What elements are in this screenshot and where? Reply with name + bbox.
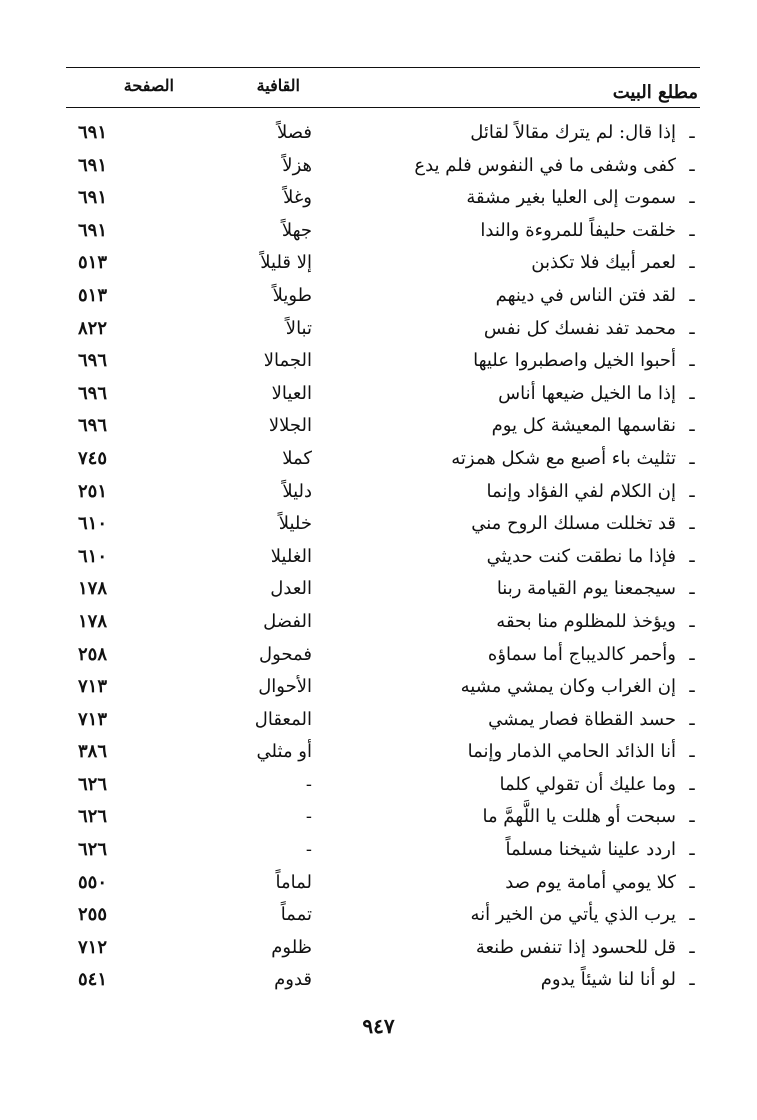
table-row — [66, 737, 700, 770]
page-ref: ٢٥١ — [78, 480, 108, 502]
dash-marker: ـ — [689, 773, 695, 795]
verse-text: اردد علينا شيخنا مسلماً — [505, 839, 676, 861]
verse-text: وما عليك أن تقولي كلما — [499, 773, 676, 795]
verse-text: كفى وشفى ما في النفوس فلم يدع — [414, 154, 676, 176]
table-row — [66, 216, 700, 249]
page-ref: ٦١٠ — [78, 545, 108, 567]
page-ref: ١٧٨ — [78, 610, 108, 632]
dash-marker: ـ — [689, 350, 695, 372]
dash-marker: ـ — [689, 154, 695, 176]
rhyme: خليلاً — [278, 513, 312, 535]
page-ref: ٧١٢ — [78, 936, 108, 958]
header-verse-opening: مطلع البيت — [612, 82, 698, 103]
page-ref: ٦٩٦ — [78, 415, 108, 437]
rhyme: فمحول — [258, 643, 312, 665]
dash-marker: ـ — [689, 839, 695, 861]
verse-text: إذا قال: لم يترك مقالاً لقائل — [470, 122, 676, 143]
table-row — [66, 900, 700, 933]
verse-opening — [461, 675, 700, 699]
table-row — [66, 509, 700, 542]
dash-marker: ـ — [689, 578, 695, 600]
header-bottom-rule — [66, 107, 700, 108]
verse-opening — [484, 317, 700, 341]
table-row — [66, 607, 700, 640]
page-ref: ٧١٣ — [78, 708, 108, 730]
dash-marker: ـ — [689, 480, 695, 502]
dash-marker: ـ — [689, 545, 695, 567]
table-row — [66, 802, 700, 835]
rhyme: قدوم — [274, 969, 312, 991]
verse-text: ويؤخذ للمظلوم منا بحقه — [496, 610, 676, 632]
verse-text: قل للحسود إذا تنفس طنعة — [475, 936, 676, 958]
verse-text: حسد القطاة فصار يمشي — [488, 708, 676, 730]
rhyme: طويلاً — [272, 284, 312, 306]
table-row — [66, 346, 700, 379]
verse-opening — [486, 480, 700, 504]
verse-opening — [497, 577, 700, 601]
index-table — [66, 118, 700, 998]
page-ref: ٥١٣ — [78, 284, 108, 306]
rhyme: لماماً — [275, 871, 312, 893]
dash-marker: ـ — [689, 643, 695, 665]
verse-text: يرب الذي يأتي من الخير أنه — [470, 904, 676, 926]
page-ref: ٧١٣ — [78, 676, 108, 698]
verse-opening — [471, 512, 700, 536]
rhyme: تبالاً — [285, 317, 312, 339]
dash-marker: ـ — [689, 871, 695, 893]
verse-text: لعمر أبيك فلا تكذبن — [531, 252, 676, 274]
header-rhyme: القافية — [256, 76, 300, 95]
rhyme: العيالا — [271, 382, 312, 404]
page-ref: ١٧٨ — [78, 578, 108, 600]
verse-opening — [496, 284, 700, 308]
page-ref: ٦٩١ — [78, 219, 108, 241]
page-ref: ٦٢٦ — [78, 773, 108, 795]
verse-opening — [471, 903, 701, 927]
rhyme: - — [305, 839, 312, 861]
dash-marker: ـ — [689, 284, 695, 306]
rhyme: الجلالا — [268, 415, 312, 437]
verse-opening — [473, 349, 700, 373]
verse-opening — [482, 805, 700, 829]
dash-marker: ـ — [689, 904, 695, 926]
page-ref: ٦٢٦ — [78, 806, 108, 828]
rhyme: - — [305, 806, 312, 828]
table-row — [66, 868, 700, 901]
rhyme: تمماً — [280, 904, 312, 926]
table-row — [66, 248, 700, 281]
dash-marker: ـ — [689, 415, 695, 437]
dash-marker: ـ — [689, 317, 695, 339]
rhyme: الفضل — [263, 610, 312, 632]
rhyme: ظلوم — [271, 936, 312, 958]
verse-opening — [414, 154, 700, 178]
verse-text: لو أنا لنا شيئاً يدوم — [540, 969, 676, 991]
verse-opening — [466, 186, 700, 210]
verse-text: إن الغراب وكان يمشي مشيه — [460, 676, 676, 698]
verse-opening — [541, 968, 700, 992]
dash-marker: ـ — [689, 610, 695, 632]
page-ref: ٦٢٦ — [78, 839, 108, 861]
verse-opening — [480, 219, 700, 243]
verse-opening — [499, 773, 700, 797]
dash-marker: ـ — [689, 382, 695, 404]
verse-opening — [487, 545, 700, 569]
table-row — [66, 574, 700, 607]
verse-text: كلا يومي أمامة يوم صد — [505, 871, 676, 893]
table-row — [66, 444, 700, 477]
verse-text: فإذا ما نطقت كنت حديثي — [486, 545, 676, 567]
rhyme: وغلاً — [283, 187, 312, 209]
dash-marker: ـ — [689, 122, 695, 143]
dash-marker: ـ — [689, 806, 695, 828]
rhyme: - — [305, 773, 312, 795]
table-row — [66, 183, 700, 216]
page-ref: ٨٢٢ — [78, 317, 108, 339]
table-row — [66, 835, 700, 868]
header-top-rule — [66, 67, 700, 68]
verse-opening — [476, 936, 700, 960]
verse-text: محمد تفد نفسك كل نفس — [483, 317, 676, 339]
page-ref: ٦٩١ — [78, 154, 108, 176]
rhyme: أو مثلي — [256, 741, 312, 763]
dash-marker: ـ — [689, 741, 695, 763]
page-ref: ٦٩٦ — [78, 382, 108, 404]
rhyme: إلا قليلاً — [260, 252, 312, 274]
table-row — [66, 411, 700, 444]
verse-text: تثليث باء أصبع مع شكل همزته — [451, 447, 676, 469]
verse-opening — [505, 871, 700, 895]
table-row — [66, 314, 700, 347]
table-row — [66, 965, 700, 998]
verse-text: أحبوا الخيل واصطبروا عليها — [473, 350, 676, 372]
rhyme: دليلاً — [282, 480, 312, 502]
verse-opening — [498, 382, 700, 406]
page-ref: ٦٩١ — [78, 122, 108, 143]
table-row — [66, 151, 700, 184]
page-ref: ٥٥٠ — [78, 871, 108, 893]
header-page: الصفحة — [123, 76, 174, 95]
verse-text: نقاسمها المعيشة كل يوم — [491, 415, 676, 437]
rhyme: جهلاً — [281, 219, 312, 241]
verse-opening — [531, 251, 700, 275]
verse-opening — [492, 414, 700, 438]
table-row — [66, 933, 700, 966]
dash-marker: ـ — [689, 252, 695, 274]
dash-marker: ـ — [689, 187, 695, 209]
rhyme: العدل — [270, 578, 312, 600]
verse-opening — [488, 708, 700, 732]
table-row — [66, 705, 700, 738]
rhyme: كملا — [282, 447, 312, 469]
rhyme: فصلاً — [277, 122, 312, 143]
rhyme: المعقال — [254, 708, 312, 730]
dash-marker: ـ — [689, 708, 695, 730]
verse-text: قد تخللت مسلك الروح مني — [471, 513, 676, 535]
rhyme: الأحوال — [258, 676, 312, 698]
table-row — [66, 281, 700, 314]
verse-opening — [468, 740, 700, 764]
verse-text: إذا ما الخيل ضيعها أناس — [498, 382, 676, 404]
verse-opening — [488, 643, 700, 667]
table-row — [66, 640, 700, 673]
page-ref: ٦٩١ — [78, 187, 108, 209]
page-ref: ٧٤٥ — [78, 447, 108, 469]
verse-text: سبحت أو هللت يا اللَّهمَّ ما — [482, 806, 676, 828]
rhyme: الغليلا — [270, 545, 312, 567]
page-ref: ٦١٠ — [78, 513, 108, 535]
rhyme: هزلاً — [282, 154, 312, 176]
page-ref: ٦٩٦ — [78, 350, 108, 372]
table-row — [66, 118, 700, 151]
table-row — [66, 477, 700, 510]
verse-opening — [496, 610, 700, 634]
verse-text: إن الكلام لفي الفؤاد وإنما — [486, 480, 676, 502]
table-row — [66, 672, 700, 705]
verse-opening — [505, 838, 700, 862]
rhyme: الجمالا — [263, 350, 312, 372]
verse-opening — [451, 447, 700, 471]
page-number: ٩٤٧ — [362, 1014, 395, 1038]
dash-marker: ـ — [689, 936, 695, 958]
dash-marker: ـ — [689, 969, 695, 991]
dash-marker: ـ — [689, 447, 695, 469]
page-ref: ٥١٣ — [78, 252, 108, 274]
verse-text: سيجمعنا يوم القيامة ربنا — [496, 578, 676, 600]
table-row — [66, 770, 700, 803]
verse-text: لقد فتن الناس في دينهم — [495, 284, 676, 306]
table-header — [66, 70, 700, 102]
verse-text: أنا الذائد الحامي الذمار وإنما — [467, 741, 676, 763]
page-ref: ٢٥٨ — [78, 643, 108, 665]
verse-text: خلقت حليفاً للمروءة والندا — [480, 219, 676, 241]
verse-text: وأحمر كالديباج أما سماؤه — [487, 643, 676, 665]
page-ref: ٢٥٥ — [78, 904, 108, 926]
dash-marker: ـ — [689, 513, 695, 535]
page-ref: ٥٤١ — [78, 969, 108, 991]
dash-marker: ـ — [689, 219, 695, 241]
dash-marker: ـ — [689, 676, 695, 698]
table-row — [66, 542, 700, 575]
verse-text: سموت إلى العليا بغير مشقة — [466, 187, 676, 209]
verse-opening — [470, 121, 700, 145]
page-ref: ٣٨٦ — [78, 741, 108, 763]
table-row — [66, 379, 700, 412]
